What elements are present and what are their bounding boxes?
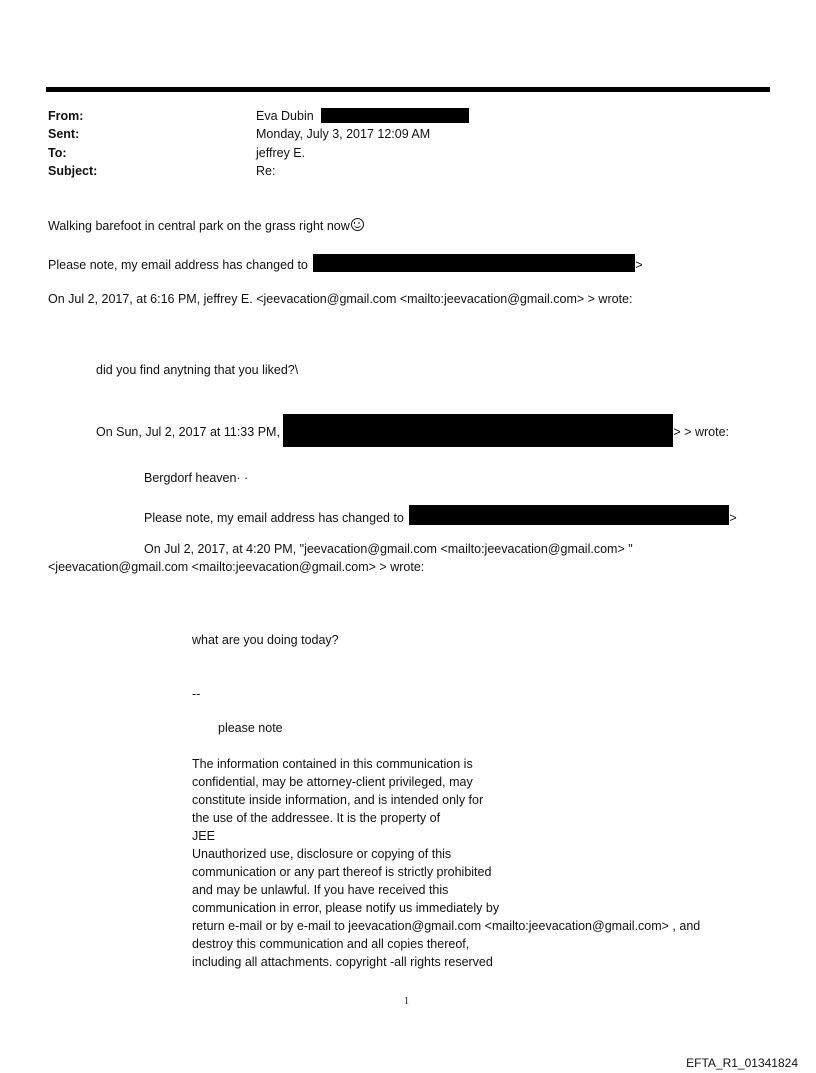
from-label: From: [48,109,84,123]
subject-value: Re: [256,164,276,178]
sent-value: Monday, July 3, 2017 12:09 AM [256,127,431,141]
message-text: Walking barefoot in central park on the grass right now [48,219,350,233]
quote-suffix: > > wrote: [673,425,729,439]
from-value [256,107,469,125]
quote-header-cont: <jeevacation@gmail.com <mailto:jeevacation@gmail.com> > wrote: [48,560,425,574]
disclaimer-line: The information contained in this communication is [192,757,473,771]
disclaimer-line: and may be unlawful. If you have received this [192,883,449,897]
smiley-icon [351,218,364,231]
redaction-block [313,254,635,272]
disclaimer [192,755,762,971]
to-value: jeffrey E. [256,146,306,160]
disclaimer-line: destroy this communication and all copies thereof, [192,937,470,951]
sent-label: Sent: [48,127,80,141]
signature-dash: -- [192,687,201,701]
page-number: 1 [404,996,409,1007]
disclaimer-line: including all attachments. copyright -all rights reserved [192,955,493,969]
disclaimer-line: the use of the addressee. It is the property of [192,811,441,825]
reply-text: what are you doing today? [192,633,339,647]
email-change-note [144,505,737,527]
redaction-block [321,108,469,123]
disclaimer-line: JEE [192,829,215,843]
quote-header [96,414,729,447]
disclaimer-line: constitute inside information, and is intended only for [192,793,484,807]
bates-number: EFTA_R1_01341824 [686,1056,798,1070]
redaction-block [283,414,673,447]
quote-header: On Jul 2, 2017, at 6:16 PM, jeffrey E. <jeevacation@gmail.com <mailto:jeevacation@gmail.com> > wrote: [48,292,633,306]
subject-label: Subject: [48,164,98,178]
note-text: Please note, my email address has changed to [48,258,308,272]
reply-text: Bergdorf heaven· · [144,471,249,485]
note-text: Please note, my email address has changed to [144,511,404,525]
message-line [48,217,364,235]
disclaimer-line: confidential, may be attorney-client privileged, may [192,775,473,789]
note-suffix: > [635,258,643,272]
redaction-block [409,505,729,525]
quote-header: On Jul 2, 2017, at 4:20 PM, "jeevacation@gmail.com <mailto:jeevacation@gmail.com> " [144,542,633,556]
header-rule [46,87,770,92]
note-suffix: > [729,511,737,525]
reply-text: did you find anytning that you liked?\ [96,363,299,377]
disclaimer-line: return e-mail or by e-mail to jeevacation@gmail.com <mailto:jeevacation@gmail.com> , and [192,919,701,933]
quote-prefix: On Sun, Jul 2, 2017 at 11:33 PM, [96,425,280,439]
disclaimer-line: communication in error, please notify us immediately by [192,901,500,915]
disclaimer-line: Unauthorized use, disclosure or copying of this [192,847,452,861]
from-name: Eva Dubin [256,109,314,123]
signature-note: please note [218,721,283,735]
to-label: To: [48,146,67,160]
disclaimer-line: communication or any part thereof is strictly prohibited [192,865,492,879]
email-change-note [48,254,643,274]
